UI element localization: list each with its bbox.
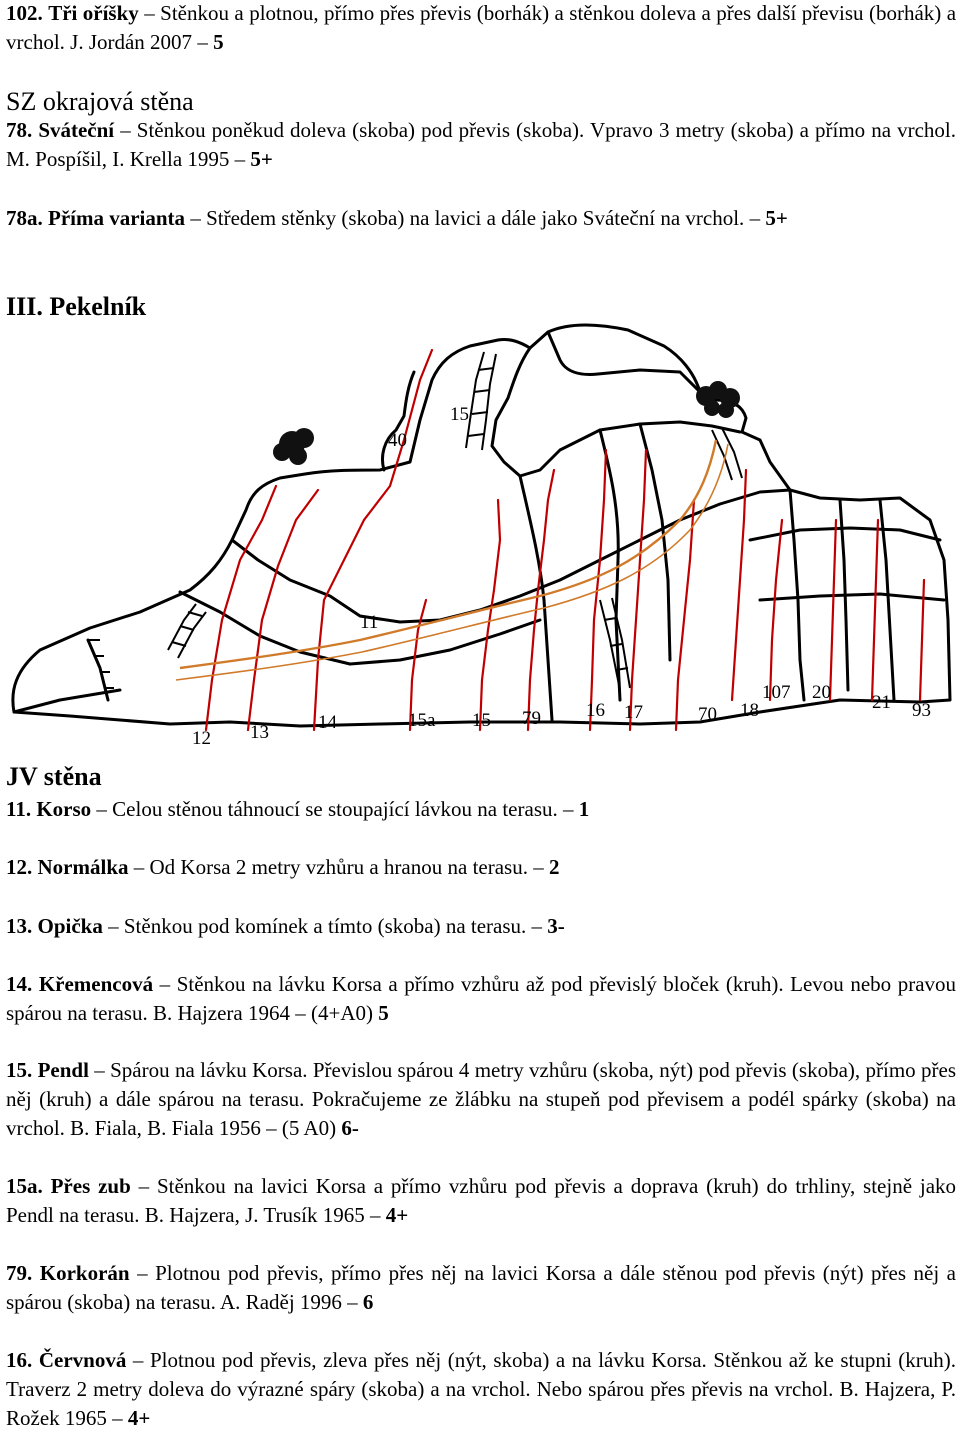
topo-label: 79 <box>522 708 541 729</box>
topo-label: 70 <box>698 704 717 725</box>
route-number: 16. <box>6 1348 33 1372</box>
topo-label: 40 <box>388 430 407 451</box>
section-heading-sz: SZ okrajová stěna <box>6 87 194 116</box>
rock-outline <box>13 325 950 726</box>
route-number: 13. <box>6 914 33 938</box>
route-number: 78a. <box>6 206 43 230</box>
route-grade: 4+ <box>385 1203 409 1227</box>
route-15a: 15a. Přes zub – Stěnkou na lavici Korsa a přímo vzhůru pod převis a doprava (kruh) do trhliny, stejně jako Pendl na terasu. B. Hajzera, J. Trusík 1965 – 4+ <box>6 1174 957 1227</box>
route-description: Spárou na lávku Korsa. Převislou spárou 4 metry vzhůru (skoba, nýt) pod převis (skoba), přímo přes něj (kruh) a dále spárou na terasu. Pokračujeme ze žlábku na stupeň pod převisem a podél spárky (skoba) na vrchol. B. Fiala, B. Fiala 1956 – (5 A0) <box>6 1058 956 1140</box>
route-description: Stěnkou a plotnou, přímo přes převis (borhák) a stěnkou doleva a přes další převisu (borhák) a vrchol. J. Jordán 2007 <box>6 1 957 54</box>
route-14 <box>6 970 956 1028</box>
route-name: Korkorán <box>39 1261 130 1285</box>
route-78a: 78a. Příma varianta – Středem stěnky (skoba) na lavici a dále jako Sváteční na vrchol. – 5+ <box>6 206 788 230</box>
topo-label: 16 <box>586 700 605 721</box>
route-grade: 5+ <box>250 147 273 171</box>
topo-label: 15 <box>472 710 491 731</box>
route-grade: 5+ <box>765 206 788 230</box>
route-name: Pendl <box>37 1058 89 1082</box>
route-grade: 2 <box>548 855 560 879</box>
route-name: Sváteční <box>38 118 115 142</box>
route-79: 79. Korkorán – Plotnou pod převis, přímo přes něj na lavici Korsa a dále stěnou pod převis (nýt) přes něj a spárou (skoba) na terasu. A. Raděj 1996 – 6 <box>6 1261 957 1314</box>
route-number: 12. <box>6 855 33 879</box>
route-description: Stěnkou na lavici Korsa a přímo vzhůru pod převis a doprava (kruh) do trhliny, stejně jako Pendl na terasu. B. Hajzera, J. Trusík 1965 <box>6 1174 957 1227</box>
topo-label: 21 <box>872 692 891 713</box>
route-name: Přes zub <box>50 1174 131 1198</box>
route-grade: 6- <box>341 1116 359 1140</box>
route-12: 12. Normálka – Od Korsa 2 metry vzhůru a hranou na terasu. – 2 <box>6 855 560 879</box>
route-dash: – <box>88 1058 111 1082</box>
route-name: Tři oříšky <box>48 1 139 25</box>
topo-label: 107 <box>762 682 791 703</box>
topo-label: 18 <box>740 700 759 721</box>
topo-label: 12 <box>192 728 211 749</box>
route-description: Stěnkou pod komínek a tímto (skoba) na terasu. <box>123 914 527 938</box>
route-dash: – <box>114 118 137 142</box>
route-11: 11. Korso – Celou stěnou táhnoucí se stoupající lávkou na terasu. – 1 <box>6 797 590 821</box>
route-grade: 4+ <box>127 1406 151 1430</box>
route-dash: – <box>130 1174 157 1198</box>
route-description: Stěnkou poněkud doleva (skoba) pod převis (skoba). Vpravo 3 metry (skoba) a přímo na vrchol. M. Pospíšil, I. Krella 1995 <box>6 118 957 171</box>
route-name: Křemencová <box>38 972 154 996</box>
topo-label: 20 <box>812 682 831 703</box>
route-number: 78. <box>6 118 33 142</box>
route-16: 16. Červnová – Plotnou pod převis, zleva přes něj (nýt, skoba) a na lávku Korsa. Stěnkou až ke stupni (kruh). Traverz 2 metry doleva do výrazné spáry (skoba) a na vrchol. Nebo spárou přes převis na vrchol. B. Hajzera, P. Rožek 1965 – 4+ <box>6 1348 957 1430</box>
route-grade: 5 <box>213 30 224 54</box>
route-dash: – <box>185 206 207 230</box>
route-dash: – <box>91 797 113 821</box>
route-number: 11. <box>6 797 32 821</box>
route-dash: – <box>128 855 150 879</box>
route-lines <box>206 350 924 730</box>
route-name: Normálka <box>37 855 129 879</box>
route-description: Středem stěnky (skoba) na lavici a dále jako Sváteční na vrchol. <box>206 206 745 230</box>
route-dash: – <box>153 972 177 996</box>
route-15 <box>6 1056 956 1143</box>
route-name: Korso <box>36 797 92 821</box>
section-heading-jv: JV stěna <box>6 762 102 791</box>
topo-drawing <box>0 322 960 762</box>
route-grade: 6 <box>362 1290 374 1314</box>
route-grade: 3- <box>547 914 565 938</box>
route-dash: – <box>102 914 124 938</box>
route-dash: – <box>138 1 161 25</box>
route-dash: – <box>129 1261 156 1285</box>
route-number: 14. <box>6 972 33 996</box>
route-description: Plotnou pod převis, zleva přes něj (nýt, skoba) a na lávku Korsa. Stěnkou až ke stupni (kruh). Traverz 2 metry doleva do výrazné spáry (skoba) a na vrchol. Nebo spárou přes převis na vrchol. B. Hajzera, P. Rožek 1965 <box>6 1348 957 1430</box>
section-heading-pekelnik: III. Pekelník <box>6 292 147 321</box>
route-description: Plotnou pod převis, přímo přes něj na lavici Korsa a dále stěnou pod převis (nýt) přes něj a spárou (skoba) na terasu. A. Raděj 1996 <box>6 1261 957 1314</box>
topo-label: 14 <box>318 712 337 733</box>
route-number: 102. <box>6 1 43 25</box>
route-13: 13. Opička – Stěnkou pod komínek a tímto (skoba) na terasu. – 3- <box>6 914 565 938</box>
route-102: 102. Tři oříšky – Stěnkou a plotnou, přímo přes převis (borhák) a stěnkou doleva a přes další převisu (borhák) a vrchol. J. Jordán 2007 – 5 <box>6 1 957 54</box>
topo-label: 93 <box>912 700 931 721</box>
topo-label: 15a <box>408 710 436 731</box>
route-dash: – <box>126 1348 150 1372</box>
route-number: 15a. <box>6 1174 43 1198</box>
route-number: 79. <box>6 1261 33 1285</box>
route-78: 78. Sváteční – Stěnkou poněkud doleva (skoba) pod převis (skoba). Vpravo 3 metry (skoba) a přímo na vrchol. M. Pospíšil, I. Krella 1995 – 5+ <box>6 118 957 171</box>
topo-label: 15 <box>450 404 469 425</box>
route-description: Celou stěnou táhnoucí se stoupající lávkou na terasu. <box>112 797 558 821</box>
route-name: Příma varianta <box>48 206 186 230</box>
route-grade: 5 <box>378 1001 389 1025</box>
route-grade: 1 <box>578 797 590 821</box>
route-name: Opička <box>37 914 103 938</box>
route-name: Červnová <box>38 1348 127 1372</box>
topo-label: 11 <box>360 612 379 633</box>
route-description: Stěnkou na lávku Korsa a přímo vzhůru až pod převislý bloček (kruh). Levou nebo pravou spárou na terasu. B. Hajzera 1964 – (4+A0) <box>6 972 957 1025</box>
topo-label: 13 <box>250 722 269 743</box>
route-description: Od Korsa 2 metry vzhůru a hranou na terasu. <box>149 855 528 879</box>
topo-label: 17 <box>624 702 643 723</box>
route-number: 15. <box>6 1058 33 1082</box>
